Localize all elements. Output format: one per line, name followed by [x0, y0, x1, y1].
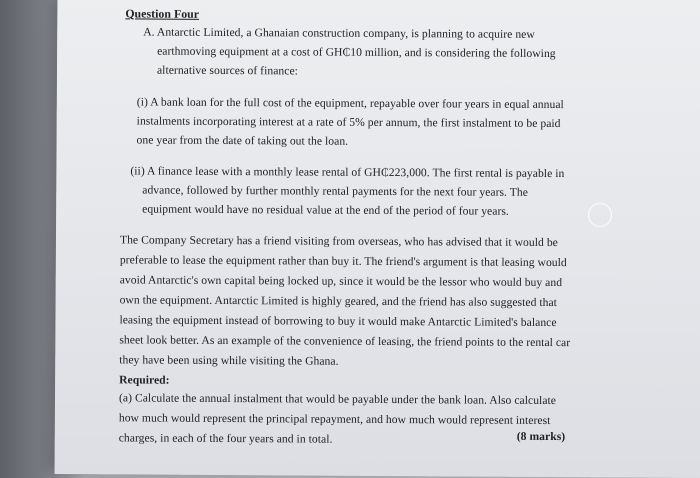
scenario-line: preferable to lease the equipment rather than buy it. The friend's argument is that leasing would	[119, 253, 567, 270]
option-line: one year from the date of taking out the loan.	[136, 133, 349, 148]
scenario-line: they have been using while visiting the Ghana.	[119, 353, 339, 368]
scenario-line: own the equipment. Antarctic Limited is highly geared, and the friend has also suggested that	[119, 293, 558, 310]
part-a-line: A. Antarctic Limited, a Ghanaian construction company, is planning to acquire new	[143, 25, 535, 41]
option-line: instalments incorporating interest at a rate of 5% per annum, the first instalment to be paid	[136, 114, 561, 131]
marks-label: (8 marks)	[516, 429, 566, 444]
circle-mark-icon	[588, 203, 612, 227]
option-line: advance, followed by further monthly rental payments for the next four years. The	[142, 183, 528, 199]
scenario-line: avoid Antarctic's own capital being locked up, since it would be the lessor who would buy and	[119, 273, 563, 290]
part-a-line: earthmoving equipment at a cost of GH₵10 million, and is considering the following	[157, 44, 556, 61]
required-line: charges, in each of the four years and in total.	[118, 431, 333, 446]
option-line: (i) A bank loan for the full cost of the equipment, repayable over four years in equal annual	[136, 95, 564, 112]
required-line: how much would represent the principal repayment, and how much would represent interest	[118, 411, 551, 428]
question-heading: Question Four	[125, 6, 200, 21]
option-line: equipment would have no residual value at the end of the period of four years.	[142, 202, 509, 218]
required-label: Required:	[119, 373, 170, 387]
option-line: (ii) A finance lease with a monthly lease rental of GH₵223,000. The first rental is payable in	[130, 164, 565, 181]
scenario-line: sheet look better. As an example of the convenience of leasing, the friend points to the rental car	[119, 333, 571, 350]
question-paper	[55, 0, 700, 478]
scenario-line: The Company Secretary has a friend visiting from overseas, who has advised that it would be	[119, 233, 558, 250]
part-a-line: alternative sources of finance:	[156, 63, 298, 78]
scenario-line: leasing the equipment instead of borrowing to buy it would make Antarctic Limited's balance	[119, 313, 557, 330]
required-line: (a) Calculate the annual instalment that would be payable under the bank loan. Also calculate	[118, 391, 557, 408]
